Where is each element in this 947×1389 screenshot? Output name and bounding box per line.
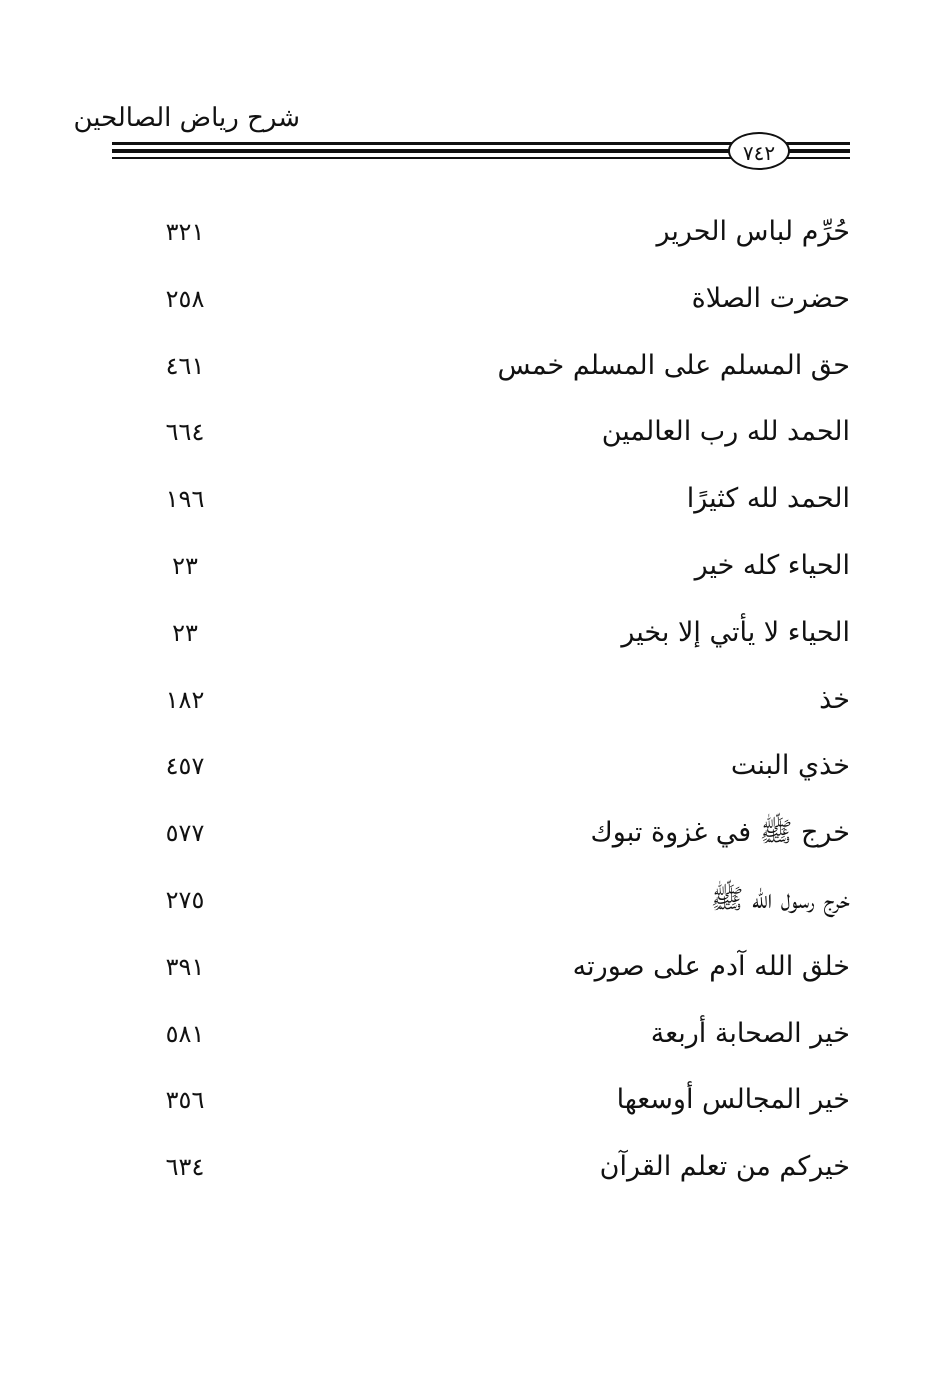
page-number-badge — [728, 132, 790, 170]
index-row — [150, 1068, 850, 1135]
index-row — [150, 734, 850, 801]
entry-text: حق المسلم على المسلم خمس — [497, 349, 850, 381]
entry-text: الحمد لله كثيرًا — [686, 483, 850, 515]
entry-page-number: ١٩٦ — [165, 485, 205, 514]
entry-text: خير المجالس أوسعها — [616, 1084, 850, 1116]
index-row — [150, 935, 850, 1002]
entry-text: الحمد لله رب العالمين — [601, 416, 850, 448]
entry-text: الحياء كله خير — [694, 549, 850, 581]
entry-page-number: ٢٥٨ — [165, 284, 205, 313]
running-header-title: شرح رياض الصالحين — [73, 103, 300, 133]
index-row — [150, 868, 850, 935]
entry-text: خير الصحابة أربعة — [650, 1017, 850, 1049]
entry-page-number: ٣٢١ — [165, 218, 205, 246]
entry-page-number: ٣٥٦ — [165, 1086, 205, 1115]
entry-page-number: ٢٧٥ — [165, 885, 205, 914]
index-row — [150, 334, 850, 401]
index-row — [150, 668, 850, 735]
index-row — [150, 267, 850, 334]
entry-text: خيركم من تعلم القرآن — [599, 1151, 850, 1183]
entry-text: خرج رسول الله ﷺ — [710, 883, 850, 915]
entry-text: خذي البنت — [730, 750, 850, 782]
entry-page-number: ٤٥٧ — [165, 752, 205, 781]
index-row — [150, 601, 850, 668]
entry-page-number: ٥٨١ — [165, 1019, 205, 1048]
index-row — [150, 400, 850, 467]
entry-page-number: ١٨٢ — [165, 685, 205, 714]
entry-page-number: ٢٣ — [172, 551, 198, 580]
entry-page-number: ٤٦١ — [165, 351, 205, 380]
index-row — [150, 1002, 850, 1069]
index-row — [150, 467, 850, 534]
entry-text: حضرت الصلاة — [691, 282, 850, 314]
index-row — [150, 200, 850, 267]
entry-page-number: ٥٧٧ — [165, 819, 205, 848]
entry-page-number: ٦٦٤ — [165, 418, 205, 447]
index-row — [150, 534, 850, 601]
entry-text: خرج ﷺ في غزوة تبوك — [590, 817, 850, 849]
entry-text: خلق الله آدم على صورته — [572, 950, 850, 982]
index-row — [150, 801, 850, 868]
entry-page-number: ٣٩١ — [165, 952, 205, 981]
index-row — [150, 1135, 850, 1202]
page-number: ٧٤٢ — [742, 141, 776, 165]
entry-text: خذ — [819, 683, 850, 715]
entry-text: حُرِّم لباس الحرير — [656, 216, 850, 247]
entry-text: الحياء لا يأتي إلا بخير — [621, 616, 850, 648]
entry-page-number: ٦٣٤ — [165, 1153, 205, 1182]
index-list — [150, 200, 850, 1202]
entry-page-number: ٢٣ — [172, 618, 198, 647]
